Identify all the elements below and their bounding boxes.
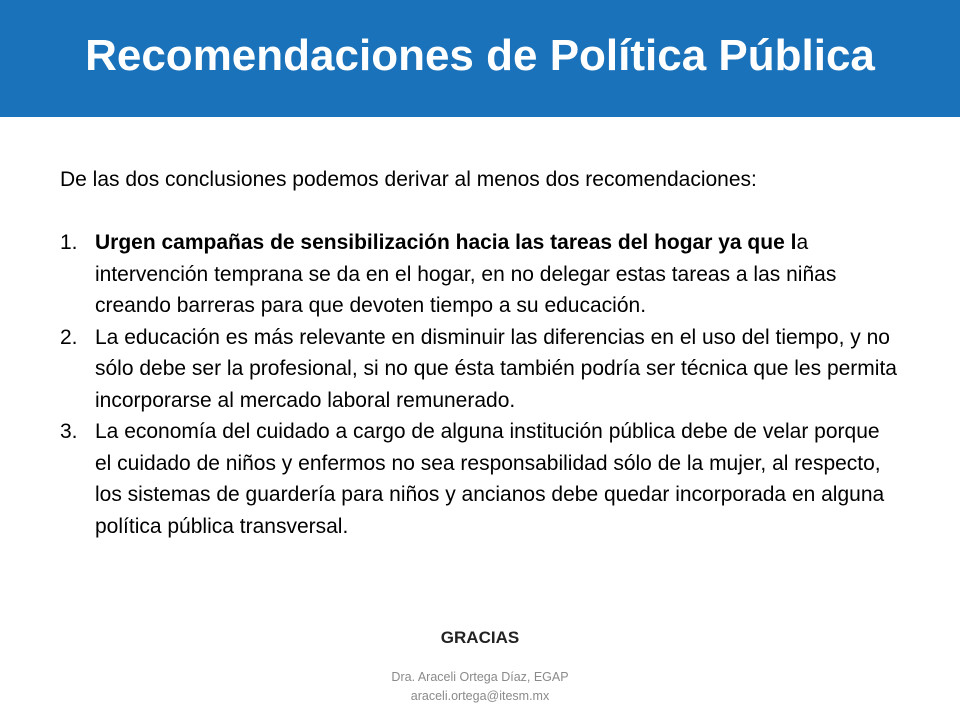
author-email[interactable]: araceli.ortega@itesm.mx <box>410 689 550 703</box>
recommendation-item-1 <box>60 227 900 322</box>
recommendation-text: La economía del cuidado a cargo de alguna institución pública debe de velar porque el cuidado de niños y enfermos no sea responsabilidad sólo de la mujer, al respecto, los sistemas de guardería para niños y ancianos debe quedar incorporada en alguna política pública transversal. <box>95 420 885 538</box>
thanks-text: GRACIAS <box>440 628 520 647</box>
slide-title: Recomendaciones de Política Pública <box>85 31 875 80</box>
intro-text: De las dos conclusiones podemos derivar al menos dos recomendaciones: <box>60 168 757 191</box>
slide-content <box>60 164 900 542</box>
recommendation-text <box>95 231 836 317</box>
recommendation-bold-text: Urgen campañas de sensibilización hacia las tareas del hogar ya que l <box>95 231 797 254</box>
recommendation-number: 2. <box>60 325 78 349</box>
spacer <box>60 196 900 228</box>
recommendation-item-3 <box>60 416 900 542</box>
recommendation-text: La educación es más relevante en disminuir las diferencias en el uso del tiempo, y no sólo debe ser la profesional, si no que ésta también podría ser técnica que les permita incorporarse al mercado laboral remunerado. <box>95 325 897 412</box>
recommendation-item-2 <box>60 322 900 417</box>
recommendation-number: 1. <box>60 231 78 254</box>
recommendation-list <box>60 227 900 542</box>
recommendation-number: 3. <box>60 420 78 443</box>
recommendation-body-text: a intervención temprana se da en el hogar, en no delegar estas tareas a las niñas creando barreras para que devoten tiempo a su educación. <box>95 231 837 317</box>
title-bar <box>0 0 960 117</box>
author-name: Dra. Araceli Ortega Díaz, EGAP <box>391 670 569 684</box>
